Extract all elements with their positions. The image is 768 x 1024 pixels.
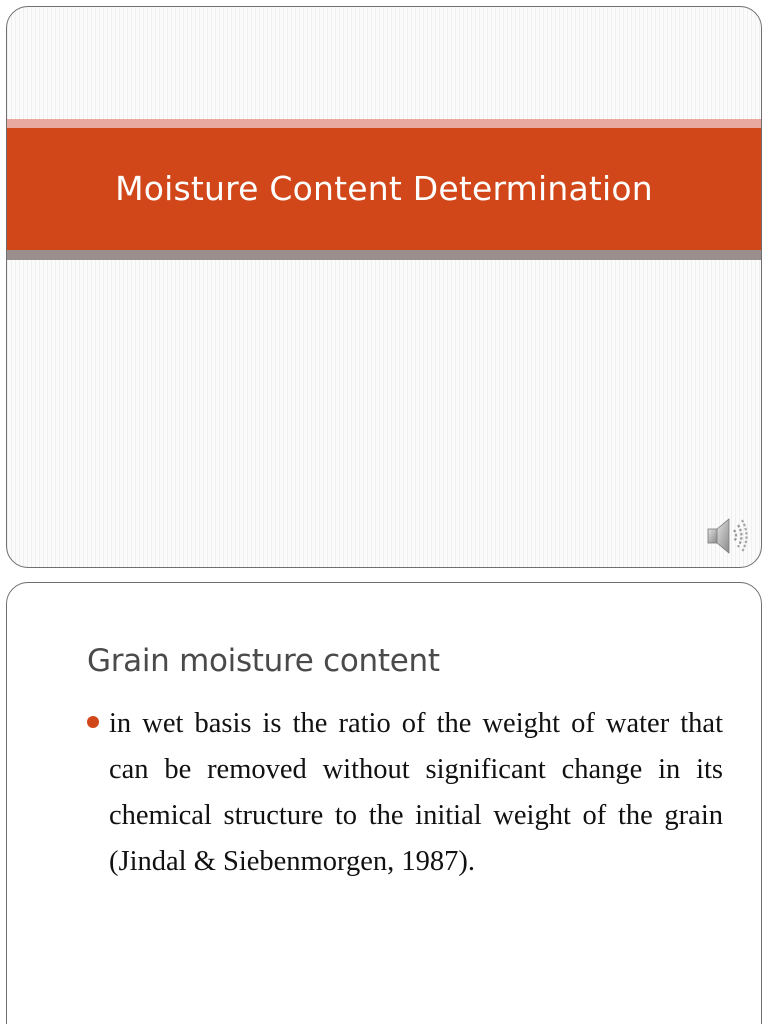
- content-slide: [6, 582, 762, 1024]
- title-slide: [6, 6, 762, 568]
- bullet-text: in wet basis is the ratio of the weight of water that can be removed without significant change in its chemical structure to the initial weight of the grain (Jindal & Siebenmorgen, 1987).: [109, 708, 723, 877]
- title-band-accent-bottom: [7, 250, 761, 260]
- bullet-item: [87, 701, 723, 885]
- title-band: [7, 128, 761, 250]
- speaker-icon[interactable]: [701, 511, 751, 561]
- title-band-accent-top: [7, 119, 761, 128]
- slide-heading: Grain moisture content: [87, 643, 440, 679]
- bullet-icon: [87, 716, 99, 728]
- slide-title: Moisture Content Determination: [115, 169, 653, 208]
